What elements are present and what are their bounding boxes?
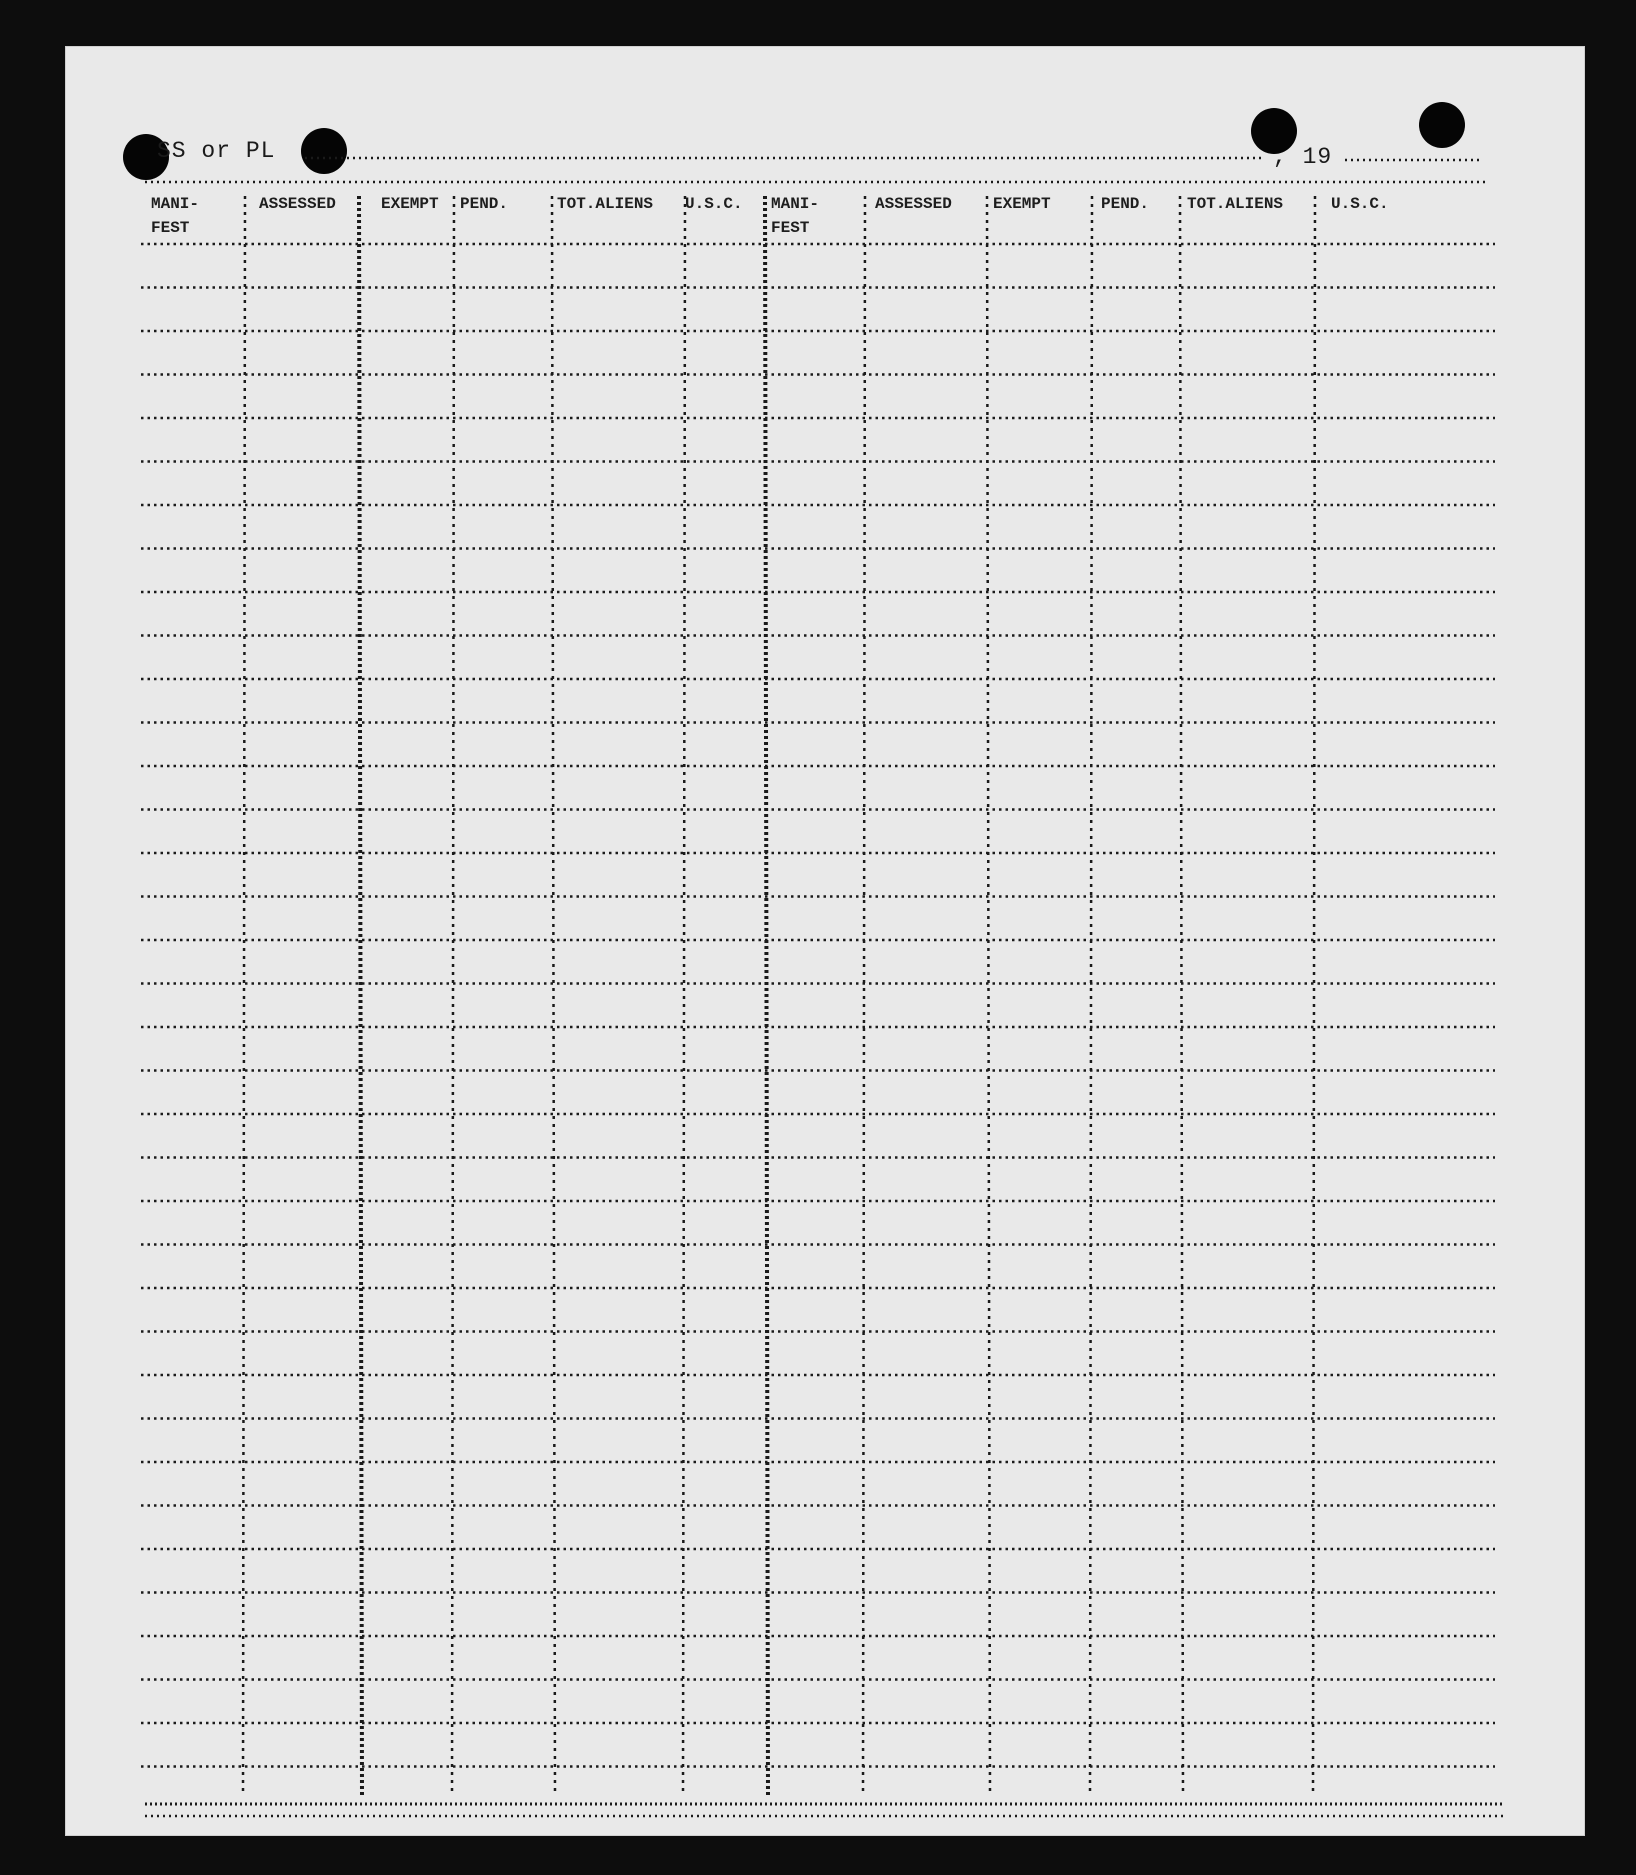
col-label-line1: MANI- — [771, 195, 820, 213]
year-label: , 19 — [1273, 144, 1333, 170]
column-divider — [987, 196, 990, 1796]
column-divider — [1313, 196, 1315, 1796]
column-divider — [452, 196, 454, 1796]
dotted-grid — [65, 46, 1585, 1836]
vessel-label: SS or PL — [157, 138, 276, 164]
column-divider — [683, 196, 685, 1796]
column-divider — [552, 196, 555, 1796]
col-label-line1: ASSESSED — [259, 195, 336, 213]
column-divider — [1090, 196, 1092, 1796]
col-label-line1: MANI- — [151, 195, 200, 213]
column-divider — [765, 196, 768, 1796]
col-label-line1: ASSESSED — [875, 195, 952, 213]
col-label-line1: EXEMPT — [381, 195, 439, 213]
col-label-line1: TOT.ALIENS — [557, 195, 654, 213]
col-label-line2: FEST — [771, 219, 810, 237]
col-label-line1: PEND. — [460, 195, 509, 213]
column-divider — [243, 196, 245, 1796]
col-label-line1: U.S.C. — [1331, 195, 1389, 213]
document-page — [65, 46, 1585, 1836]
col-label-line1: EXEMPT — [993, 195, 1051, 213]
column-divider — [1180, 196, 1183, 1796]
column-divider — [359, 196, 362, 1796]
col-label-line1: U.S.C. — [685, 195, 743, 213]
col-label-line2: FEST — [151, 219, 190, 237]
column-divider — [863, 196, 865, 1796]
col-label-line1: PEND. — [1101, 195, 1150, 213]
col-label-line1: TOT.ALIENS — [1187, 195, 1284, 213]
